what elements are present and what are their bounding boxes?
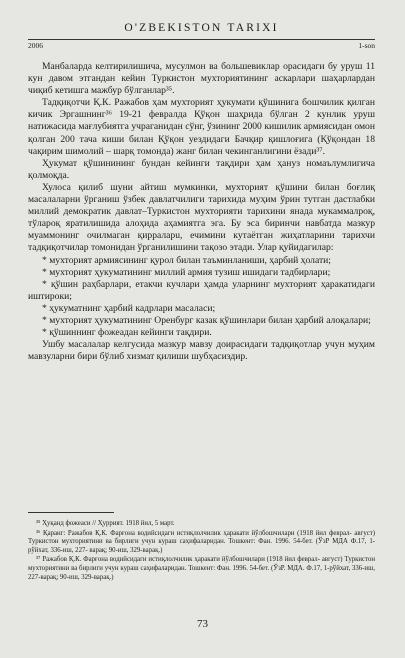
bullet-text: мухторият армиясининг қурол билан таъминланиши, ҳарбий ҳолати; xyxy=(49,254,331,266)
bullet-item xyxy=(28,279,375,303)
bullet-text: ҳукуматнинг ҳарбий кадрлари масаласи; xyxy=(49,302,216,314)
paragraph: Манбаларда келтирилишича, мусулмон ва большевиклар орасидаги бу уруш 11 кун давом этгандан кейин Туркистон мухториятининг аскарлари шаҳарлардан чиқиб кетишга мажбур бўлганлар³⁵. xyxy=(28,61,375,97)
bullet-text: мухторият ҳукуматининг миллий армия тузиш ишидаги тадбирлари; xyxy=(49,266,331,278)
bullet-item xyxy=(28,303,375,315)
paragraph: Тадқиқотчи Қ.К. Ражабов ҳам мухторият ҳукумати қўшинига бошчилик қилган кичик Эргашнинг³⁶ 19-21 февралда Қўқон шаҳрида бўлган 2 кунлик уруш натижасида мағлубиятга учраганидан сўнг, ўзининг 2000 кишилик армиясидан омон қолган 200 тача киши билан Қўқон уездидаги Бачқир қишлоғига (Қўқондан 18 чақирим шимолий – шарқ томонда) жанг билан чекинганлигини ёзади³⁷. xyxy=(28,97,375,157)
closing-paragraph: Ушбу масалалар келгусида мазкур мавзу доирасидаги тадқиқотлар учун муҳим мавзуларни бири бўлиб хизмат қилиши шубҳасиздир. xyxy=(28,339,375,363)
footnote: ³⁵ Ҳуқанд фожеаси // Ҳуррият. 1918 йил, 5 март. xyxy=(36,520,175,527)
bullet-item xyxy=(28,327,375,339)
paragraph: Хулоса қилиб шуни айтиш мумкинки, мухторият қўшини билан боғлиқ масалаларни ўрганиш ўзбек давлатчилиги тарихида муҳим ўрин тутган дастлабки миллий демократик давлат–Туркистон мухторияти тарихини янада мукаммалроқ, тўларoқ яратилишида алоҳида аҳамиятга эга. Бу эса биринчи навбатда мазкур муаммонинг очилмаган қирраларu, ечимини кутаётган жиҳатларини тарихчи тадқиқотчилар томонидан ўрганилишини тақозо этади. Улар қуйидагилар: xyxy=(28,181,375,254)
bullet-item xyxy=(28,255,375,267)
header-issue: 1-son xyxy=(358,41,375,50)
bullet-text: қўшин раҳбарлари, етакчи кучлари ҳамда уларнинг мухторият ҳаракатидаги иштироки; xyxy=(28,278,376,302)
bullet-item xyxy=(28,315,375,327)
page-number: 73 xyxy=(197,618,208,630)
journal-title: O'ZBEKISTON TARIXI xyxy=(124,22,279,34)
bullet-text: қўшиннинг фожеадан кейинги тақдири. xyxy=(49,327,212,339)
bullet-marker: * xyxy=(42,254,47,266)
paragraph: Ҳукумат қўшинининг бундан кейинги тақдири ҳам ҳануз номаълумлигича қолмоқда. xyxy=(28,157,375,181)
bullet-marker: * xyxy=(42,327,47,339)
header-year: 2006 xyxy=(28,41,43,50)
bullet-marker: * xyxy=(42,266,47,278)
footnotes xyxy=(28,520,375,583)
running-header xyxy=(28,39,375,51)
footnote-divider xyxy=(28,512,114,513)
bullet-marker: * xyxy=(42,278,47,290)
footnote: ³⁷ Ражабов Қ.К. Фарғона водийсидаги истиқлолчилик ҳаракати йўлбошчилари (1918 йил феврал- август) Туркистон мухториятини ва бирлиги учун кураш саҳифаларидан. Тошкент: Фан. 1996. 54-бет. (ЎзР. МДА. Ф.17, 1-рўйхат, 336-иш, 227-варақ; 90-иш, 329-варақ.) xyxy=(28,556,375,581)
bullet-marker: * xyxy=(42,302,47,314)
article-body xyxy=(28,61,375,363)
bullet-item xyxy=(28,267,375,279)
footnote: ³⁶ Қаранг: Ражабов Қ.К. Фарғона водийсидаги истиқлолчилик ҳаракати йўлбошчилари (1918 йил феврал- август) Туркистон мухториятини ва бирлиги учун кураш саҳифаларидан. Тошкент: Фан. 1996. 54-бет. (ЎзР МДА Ф.17, 1-рўйхат, 336-иш, 227- варақ; 90-иш, 329-варақ.) xyxy=(28,529,375,554)
bullet-text: мухторият ҳукуматининг Оренбург казак қўшинлари билан ҳарбий алоқалари; xyxy=(49,314,371,326)
bullet-marker: * xyxy=(42,314,47,326)
